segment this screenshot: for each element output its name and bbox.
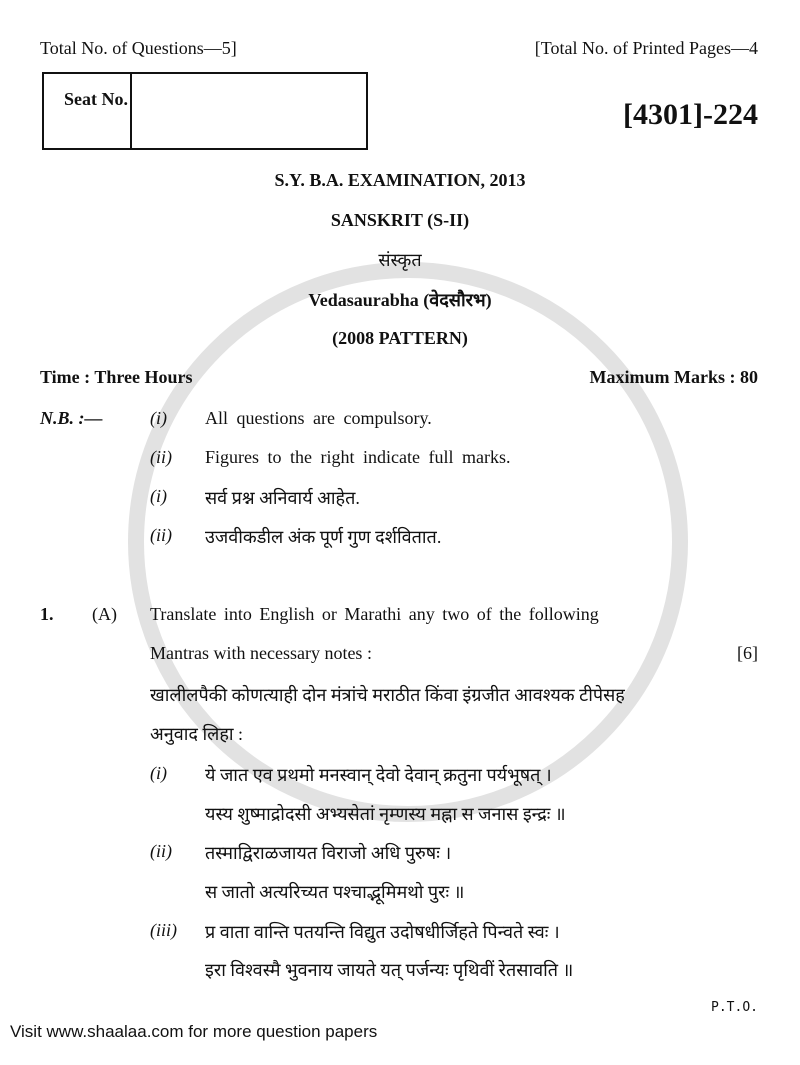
note-num: (i) — [150, 486, 167, 506]
total-questions: Total No. of Questions—5] — [40, 38, 237, 58]
paper-code: [4301]-224 — [623, 98, 758, 131]
question-text-marathi: अनुवाद लिहा : — [150, 724, 244, 744]
seat-number-box — [42, 72, 368, 150]
paper-name: Vedasaurabha (वेदसौरभ) — [308, 290, 492, 310]
mantra-line: स जातो अत्यरिच्यत पश्चाद्भूमिमथो पुरः ॥ — [205, 882, 465, 902]
total-pages: [Total No. of Printed Pages—4 — [534, 38, 758, 58]
mantra-line: ये जात एव प्रथमो मनस्वान् देवो देवान् क्रतुना पर्यभूषत् । — [205, 765, 552, 785]
seat-label: Seat No. — [44, 74, 132, 148]
note-num: (ii) — [150, 447, 172, 467]
mantra-num: (iii) — [150, 920, 177, 940]
note-text: All questions are compulsory. — [205, 408, 432, 428]
subject-marathi: संस्कृत — [378, 250, 422, 270]
question-marks: [6] — [737, 643, 758, 663]
pto: P.T.O. — [711, 1000, 758, 1015]
question-part: (A) — [92, 604, 117, 624]
note-num: (i) — [150, 408, 167, 428]
question-number: 1. — [40, 604, 54, 624]
note-num: (ii) — [150, 525, 172, 545]
question-text: Translate into English or Marathi any two of the following — [150, 604, 599, 624]
exam-title: S.Y. B.A. EXAMINATION, 2013 — [274, 170, 526, 190]
question-text-marathi: खालीलपैकी कोणत्याही दोन मंत्रांचे मराठीत किंवा इंग्रजीत आवश्यक टीपेसह — [150, 685, 625, 705]
subject: SANSKRIT (S-II) — [330, 210, 470, 230]
mantra-num: (i) — [150, 763, 167, 783]
nb-label: N.B. :— — [40, 408, 103, 428]
max-marks: Maximum Marks : 80 — [589, 367, 758, 387]
note-text: सर्व प्रश्न अनिवार्य आहेत. — [205, 488, 360, 508]
mantra-line: यस्य शुष्माद्रोदसी अभ्यसेतां नृम्णस्य मह्ना स जनास इन्द्रः ॥ — [205, 804, 566, 824]
mantra-num: (ii) — [150, 841, 172, 861]
pattern: (2008 PATTERN) — [332, 328, 468, 348]
mantra-line: तस्माद्विराळजायत विराजो अधि पुरुषः । — [205, 843, 452, 863]
mantra-line: इरा विश्वस्मै भुवनाय जायते यत् पर्जन्यः पृथिवीं रेतसावति ॥ — [205, 960, 574, 980]
mantra-line: प्र वाता वान्ति पतयन्ति विद्युत उदोषधीर्जिहते पिन्वते स्वः । — [205, 922, 560, 942]
note-text: उजवीकडील अंक पूर्ण गुण दर्शवितात. — [205, 527, 442, 547]
time: Time : Three Hours — [40, 367, 193, 387]
question-text: Mantras with necessary notes : — [150, 643, 372, 663]
note-text: Figures to the right indicate full marks. — [205, 447, 511, 467]
footer-link[interactable]: Visit www.shaalaa.com for more question papers — [10, 1022, 378, 1041]
